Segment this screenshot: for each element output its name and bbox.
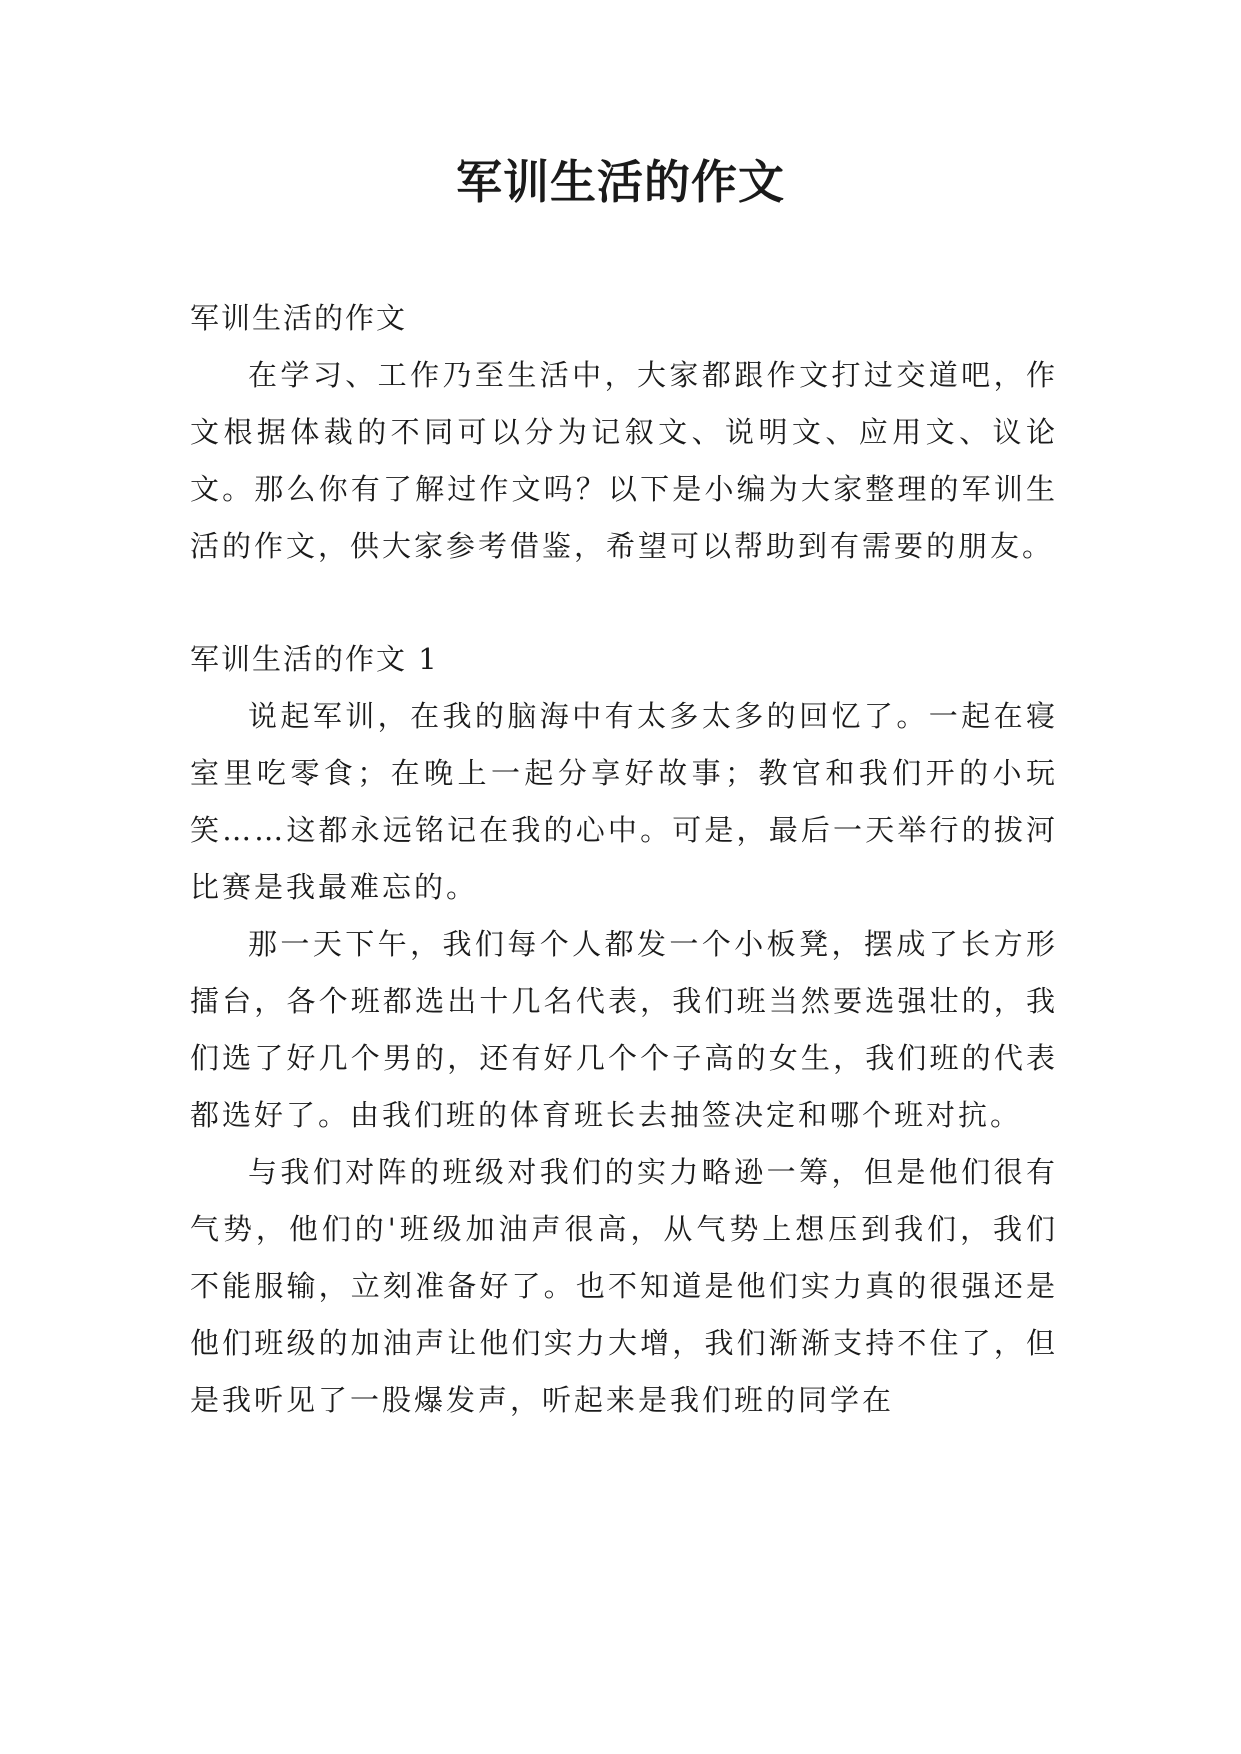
section-spacer bbox=[190, 575, 1058, 631]
section-1-paragraph-1: 说起军训，在我的脑海中有太多太多的回忆了。一起在寝室里吃零食；在晚上一起分享好故事；教官和我们开的小玩笑……这都永远铭记在我的心中。可是，最后一天举行的拔河比赛是我最难忘的。 bbox=[190, 699, 1058, 904]
section-1-paragraph-3: 与我们对阵的班级对我们的实力略逊一筹，但是他们很有气势，他们的'班级加油声很高，从气势上想压到我们，我们不能服输，立刻准备好了。也不知道是他们实力真的很强还是他们班级的加油声让他们实力大增，我们渐渐支持不住了，但是我听见了一股爆发声，听起来是我们班的同学在 bbox=[190, 1155, 1058, 1417]
intro-paragraph: 在学习、工作乃至生活中，大家都跟作文打过交道吧，作文根据体裁的不同可以分为记叙文、说明文、应用文、议论文。那么你有了解过作文吗？以下是小编为大家整理的军训生活的作文，供大家参考借鉴，希望可以帮助到有需要的朋友。 bbox=[190, 358, 1058, 563]
intro-heading: 军训生活的作文 bbox=[190, 301, 408, 335]
section-1-paragraph-2: 那一天下午，我们每个人都发一个小板凳，摆成了长方形擂台，各个班都选出十几名代表，我们班当然要选强壮的，我们选了好几个男的，还有好几个个子高的女生，我们班的代表都选好了。由我们班的体育班长去抽签决定和哪个班对抗。 bbox=[190, 927, 1058, 1132]
section-1-heading: 军训生活的作文 1 bbox=[190, 642, 439, 676]
document-body bbox=[190, 290, 1058, 1429]
document-title: 军训生活的作文 bbox=[456, 155, 785, 209]
